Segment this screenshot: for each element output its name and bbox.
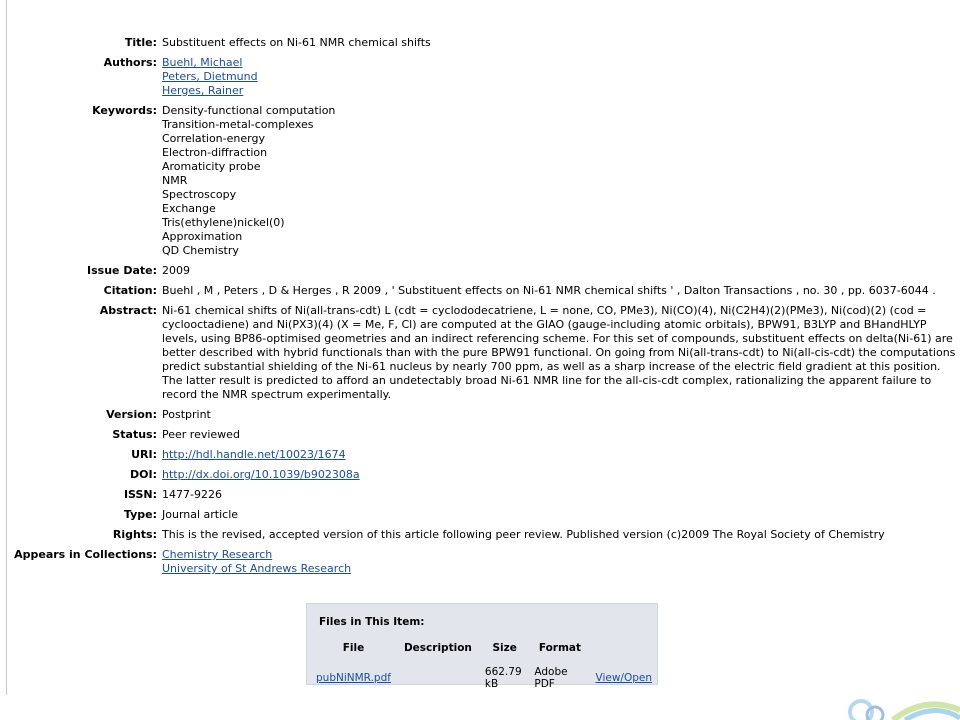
issue-date-row	[8, 264, 956, 284]
collections-label: Appears in Collections:	[14, 548, 157, 561]
author-link-peters[interactable]: Peters, Dietmund	[162, 70, 258, 83]
issn-label: ISSN:	[123, 488, 157, 501]
left-border	[6, 0, 7, 695]
keywords-label: Keywords:	[92, 104, 157, 117]
files-header-description: Description	[403, 642, 472, 654]
collections-row	[8, 548, 956, 582]
file-action-cell	[591, 662, 658, 694]
uri-value	[162, 448, 956, 468]
citation-label: Citation:	[103, 284, 157, 297]
abstract-row	[8, 304, 956, 408]
keyword: Approximation	[162, 230, 243, 243]
title-row	[8, 36, 956, 56]
issue-date-value: 2009	[162, 264, 190, 277]
file-format: Adobe PDF	[534, 666, 568, 690]
uri-row	[8, 448, 956, 468]
rights-row	[8, 528, 956, 548]
uri-label: URI:	[131, 448, 157, 461]
issue-date-label: Issue Date:	[87, 264, 157, 277]
collection-link-chemistry[interactable]: Chemistry Research	[162, 548, 273, 561]
file-description	[396, 662, 480, 694]
files-panel	[306, 603, 658, 690]
doi-label: DOI:	[130, 468, 157, 481]
abstract-value: Ni-61 chemical shifts of Ni(all-trans-cdt) L (cdt = cyclododecatriene, L = none, CO, PMe3), Ni(CO)(4), Ni(C2H4)(2)(PMe3), Ni(cod)(2) (cod = cyclooctadiene) and Ni(PX3)(4) (X = Me, F, Cl) are computed at the GIAO (gauge-including atomic orbitals), BPW91, B3LYP and BHandHLYP levels, using BP86-optimised geometries and an indirect referencing scheme. For this set of compounds, substituent effects on delta(Ni-61) are better described with hybrid functionals than with the pure BPW91 functional. On going from Ni(all-trans-cdt) to Ni(all-cis-cdt) the computations predict substantial shielding of the Ni-61 nucleus by nearly 700 ppm, as well as a sharp increase of the electric field gradient at this position. The latter result is predicted to afford an undetectably broad Ni-61 NMR line for the all-cis-cdt complex, rationalizing the apparent failure to record the NMR spectrum experimentally.	[162, 304, 956, 401]
title-label: Title:	[124, 36, 157, 49]
keyword: Correlation-energy	[162, 132, 265, 145]
files-header-size: Size	[492, 642, 517, 654]
version-row	[8, 408, 956, 428]
keywords-row	[8, 104, 956, 264]
doi-value	[162, 468, 956, 488]
status-label: Status:	[112, 428, 157, 441]
keyword: Transition-metal-complexes	[162, 118, 314, 131]
uri-link[interactable]: http://hdl.handle.net/10023/1674	[162, 448, 346, 461]
citation-value: Buehl , M , Peters , D & Herges , R 2009 , ' Substituent effects on Ni-61 NMR chemical shifts ' , Dalton Transactions , no. 30 , pp. 6037-6044 .	[162, 284, 936, 297]
keyword: QD Chemistry	[162, 244, 239, 257]
file-name-cell	[311, 662, 396, 694]
keyword: Density-functional computation	[162, 104, 336, 117]
files-header-format: Format	[538, 642, 582, 654]
abstract-label: Abstract:	[99, 304, 157, 317]
files-table	[311, 642, 657, 694]
keyword: Exchange	[162, 202, 216, 215]
keywords-value	[162, 104, 956, 264]
keyword: Aromaticity probe	[162, 160, 261, 173]
type-value: Journal article	[162, 508, 239, 521]
authors-value	[162, 56, 956, 104]
author-link-herges[interactable]: Herges, Rainer	[162, 84, 244, 97]
title-value: Substituent effects on Ni-61 NMR chemical shifts	[162, 36, 431, 49]
status-value: Peer reviewed	[162, 428, 240, 441]
file-name-link[interactable]: pubNiNMR.pdf	[316, 672, 391, 684]
issn-value: 1477-9226	[162, 488, 222, 501]
view-open-link[interactable]: View/Open	[595, 672, 652, 684]
files-header-file: File	[342, 642, 365, 654]
status-row	[8, 428, 956, 448]
rights-label: Rights:	[112, 528, 157, 541]
version-value: Postprint	[162, 408, 211, 421]
file-row	[311, 662, 657, 694]
rights-value: This is the revised, accepted version of this article following peer review. Published version (c)2009 The Royal Society of Chemistry	[162, 528, 885, 541]
files-header-action	[591, 642, 658, 662]
doi-link[interactable]: http://dx.doi.org/10.1039/b902308a	[162, 468, 360, 481]
files-header-row	[311, 642, 657, 662]
keyword: Spectroscopy	[162, 188, 237, 201]
version-label: Version:	[106, 408, 157, 421]
type-label: Type:	[123, 508, 157, 521]
collections-value	[162, 548, 956, 582]
keyword: Electron-diffraction	[162, 146, 268, 159]
keyword: Tris(ethylene)nickel(0)	[162, 216, 285, 229]
keyword: NMR	[162, 174, 188, 187]
author-link-buehl[interactable]: Buehl, Michael	[162, 56, 243, 69]
files-panel-title: Files in This Item:	[319, 616, 425, 628]
citation-row	[8, 284, 956, 304]
issn-row	[8, 488, 956, 508]
item-metadata-table	[8, 36, 956, 582]
doi-row	[8, 468, 956, 488]
collection-link-st-andrews[interactable]: University of St Andrews Research	[162, 562, 352, 575]
type-row	[8, 508, 956, 528]
authors-row	[8, 56, 956, 104]
authors-label: Authors:	[103, 56, 157, 69]
file-size: 662.79 kB	[484, 666, 522, 690]
university-logo-icon	[845, 690, 960, 720]
